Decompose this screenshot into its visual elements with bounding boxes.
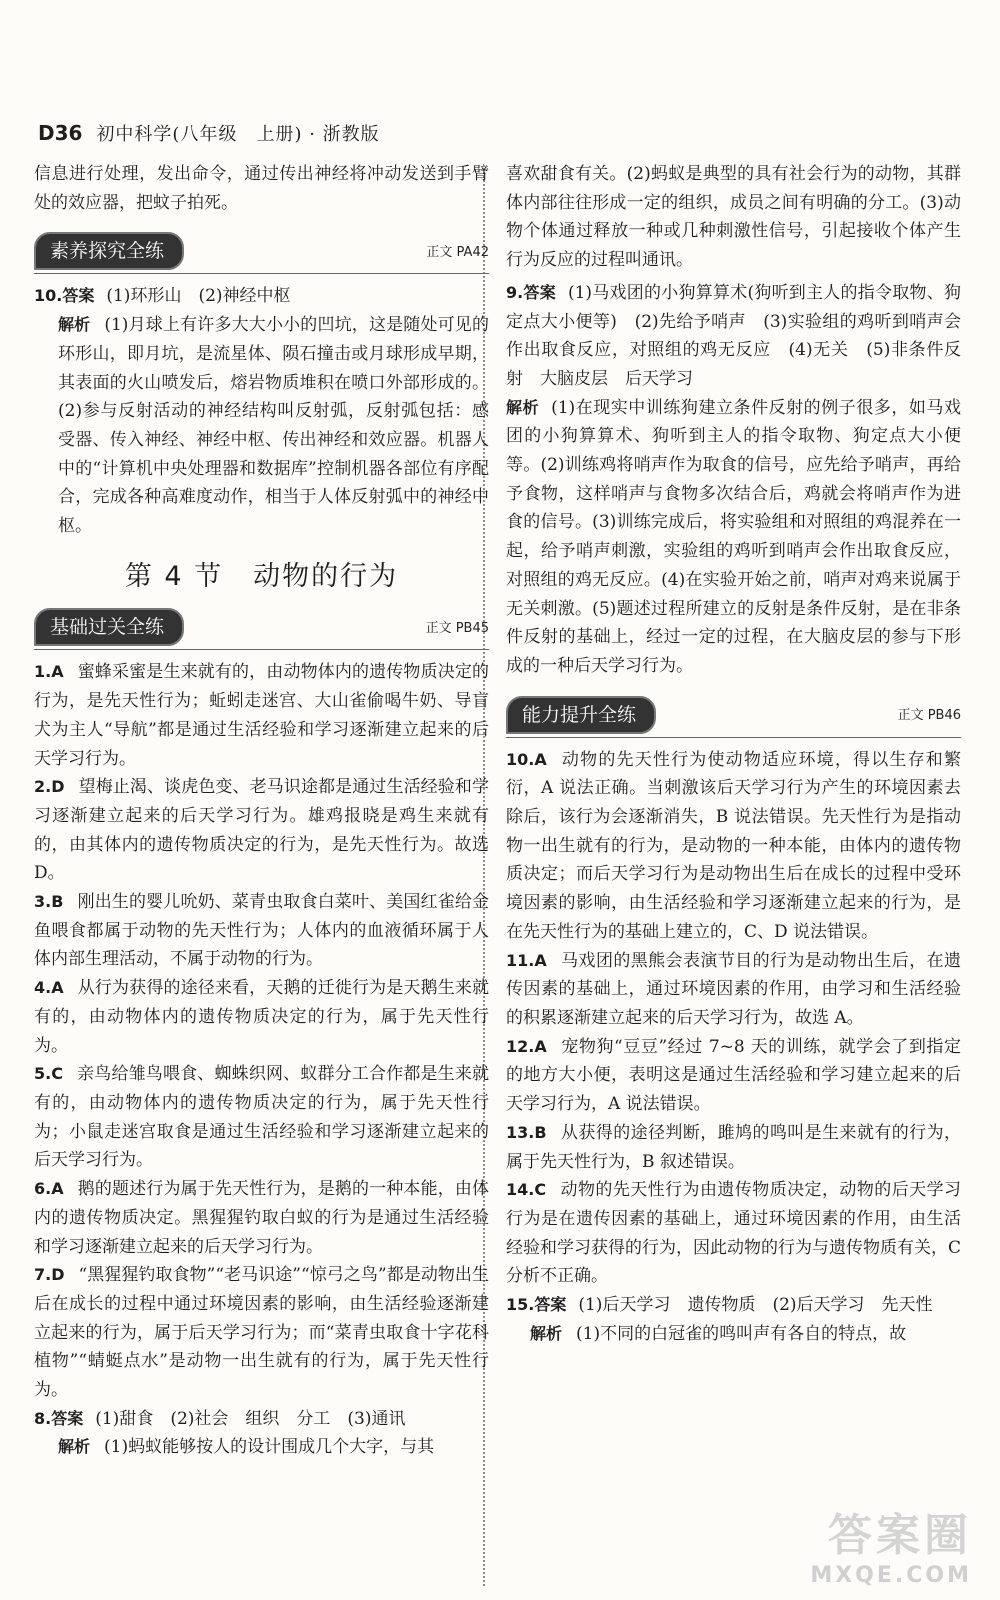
item-text: 亲鸟给雏鸟喂食、蜘蛛织网、蚁群分工合作都是生来就有的，由动物体内的遗传物质决定的行为，属于先天性行为；小鼠走迷宫取食是通过生活经验和学习逐渐建立起来的后天学习行为。 [34,1064,489,1171]
answer-tag: 答案 [51,1408,84,1428]
chapter-name: 动物的行为 [253,560,399,592]
section-page-ref: 正文 PB45 [425,620,489,636]
item-number: 7. [34,1265,52,1285]
item-text: 动物的先天性行为使动物适应环境，得以生存和繁衍，A 说法正确。当刺激该后天学习行为产生的环境因素去除后，该行为会逐渐消失，B 说法错误。先天性行为是指动物一出生就有的行为，是动物的一种本能，由体内的遗传物质决定；而后天学习行为是动物出生后在成长的过程中受环境因素的影响，由生活经验和学习逐渐建立起来的行为，是在先天性行为的基础上建立的，C、D 说法错误。 [506,749,961,942]
item-text: “黑猩猩钓取食物”“老马识途”“惊弓之鸟”都是动物出生后在成长的过程中通过环境因素的影响，由生活经验逐渐建立起来的行为，属于后天学习行为；而“菜青虫取食十字花科植物”“蜻蜓点水”是动物一出生就有的行为，属于先天性行为。 [34,1265,489,1401]
item-choice: D [51,777,65,797]
answer-item-12 [506,1033,961,1119]
item-choice: C [51,1064,63,1084]
item-text: 从行为获得的途径来看，天鹅的迁徙行为是天鹅生来就有的，由动物体内的遗传物质决定的行为，属于先天性行为。 [34,978,489,1056]
answer-text: (1)甜食 (2)社会 组织 分工 (3)通讯 [95,1408,406,1429]
item-number: 10. [34,286,63,306]
item-text: 望梅止渴、谈虎色变、老马识途都是通过生活经验和学习逐渐建立起来的后天学习行为。雄鸡报晓是鸡生来就有的，由其体内的遗传物质决定的行为，是先天性行为。故选 D。 [34,777,489,884]
answer-item-5 [34,1060,489,1175]
answer-tag: 答案 [62,286,95,306]
answer-text: (1)后天学习 遗传物质 (2)后天学习 先天性 [578,1295,933,1316]
item-number: 6. [34,1179,52,1199]
item-choice: B [51,892,64,912]
answer-item-13 [506,1119,961,1176]
answer-item-15 [506,1291,961,1348]
section-page-ref: 正文 PA42 [426,244,489,260]
watermark-text: 答案圈 [828,1510,972,1561]
item-text: 从获得的途径判断，雎鸠的鸣叫是生来就有的行为，属于先天性行为，B 叙述错误。 [506,1122,961,1172]
analysis-tag: 解析 [530,1323,563,1343]
answer-item-14 [506,1176,961,1291]
item-choice: B [534,1122,547,1142]
item-number: 2. [34,777,52,797]
item-number: 5. [34,1064,52,1084]
analysis-text: (1)月球上有许多大大小小的凹坑，这是随处可见的环形山，即月坑，是流星体、陨石撞击或月球形成早期，其表面的火山喷发后，熔岩物质堆积在喷口外部形成的。(2)参与反射活动的神经结构叫反射弧，反射弧包括：感受器、传入神经、神经中枢、传出神经和效应器。机器人中的“计算机中央处理器和数据库”控制机器各部位有序配合，完成各种高难度动作，相当于人体反射弧中的神经中枢。 [58,315,489,537]
item-text: 鹅的题述行为属于先天性行为，是鹅的一种本能，由体内的遗传物质决定。黑猩猩钓取白蚁的行为是通过生活经验和学习逐渐建立起来的后天学习行为。 [34,1179,489,1257]
item-choice: A [51,1179,64,1199]
item-number: 8. [34,1408,52,1428]
item-choice: A [51,978,64,998]
item-number: 11. [506,950,535,970]
item-text: 刚出生的婴儿吮奶、菜青虫取食白菜叶、美国红雀给金鱼喂食都属于动物的先天性行为；人体内的血液循环属于人体内部生理活动，不属于动物的行为。 [34,892,489,970]
analysis-tag: 解析 [58,1437,91,1457]
left-column [34,160,489,1462]
item-text: 蜜蜂采蜜是生来就有的，由动物体内的遗传物质决定的行为，是先天性行为；蚯蚓走迷宫、大山雀偷喝牛奶、导盲犬为主人“导航”都是通过生活经验和学习逐渐建立起来的后天学习行为。 [34,662,489,769]
item-choice: A [51,662,64,682]
answer-item-4 [34,974,489,1060]
section-header-suyang [34,229,489,274]
item-number: 15. [506,1295,535,1315]
item-choice: A [534,749,547,769]
item-number: 4. [34,978,52,998]
intro-text: 信息进行处理，发出命令，通过传出神经将冲动发送到手臂处的效应器，把蚊子拍死。 [34,164,489,213]
chapter-number: 第 4 节 [124,560,224,592]
chapter-title [34,560,489,592]
item-choice: C [534,1180,547,1200]
analysis-tag: 解析 [58,315,91,335]
answer-item-10b [506,746,961,947]
item-number: 10. [506,749,535,769]
answer-text: (1)马戏团的小狗算算术(狗听到主人的指令取物、狗定点大小便等) (2)先给予哨声 (3)实验组的鸡听到哨声会作出取食反应，对照组的鸡无反应 (4)无关 (5)非条件反射 大脑皮层 后天学习 [506,282,961,389]
page-header [38,120,380,146]
answer-item-7 [34,1261,489,1405]
page-code: D36 [38,121,83,145]
item-number: 3. [34,892,52,912]
answer-tag: 答案 [523,282,556,302]
section-page-ref: 正文 PB46 [897,707,961,723]
section-header-nengli [506,693,961,738]
answer-tag: 答案 [534,1295,567,1315]
section-header-jichu [34,605,489,650]
book-title: 初中科学(八年级 上册) · 浙教版 [96,124,380,145]
item-choice: A [534,950,547,970]
answer-item-2 [34,773,489,888]
item-text: 动物的先天性行为由遗传物质决定，动物的后天学习行为是在遗传因素的基础上，通过环境因素的作用，由生活经验和学习获得的行为，因此动物的行为与遗传物质有关，C 分析不正确。 [506,1180,962,1287]
item-number: 1. [34,662,52,682]
item-text: 马戏团的黑熊会表演节目的行为是动物出生后，在遗传因素的基础上，通过环境因素的作用，由学习和生活经验的积累逐渐建立起来的后天学习行为，故选 A。 [506,950,961,1028]
answer-text: (1)环形山 (2)神经中枢 [106,286,291,307]
item-choice: A [534,1036,547,1056]
right-column [506,160,961,1348]
analysis-text: (1)蚂蚁能够按人的设计围成几个大字，与其 [104,1437,435,1458]
answer-item-9 [506,279,961,681]
watermark-url: MXQE.COM [810,1563,972,1588]
item-number: 14. [506,1180,535,1200]
section-label: 素养探究全练 [34,232,184,270]
answer-8-continued: 喜欢甜食有关。(2)蚂蚁是典型的具有社会行为的动物，其群体内部往往形成一定的组织，成员之间有明确的分工。(3)动物个体通过释放一种或几种刺激性信号，引起接收个体产生行为反应的过程叫通讯。 [506,164,961,271]
item-text: 宠物狗“豆豆”经过 7~8 天的训练，就学会了到指定的地方大小便，表明这是通过生活经验和学习建立起来的后天学习行为，A 说法错误。 [506,1036,961,1115]
analysis-text: (1)在现实中训练狗建立条件反射的例子很多，如马戏团的小狗算算术、狗听到主人的指令取物、狗定点大小便等。(2)训练鸡将哨声作为取食的信号，应先给予哨声，再给予食物，这样哨声与食物多次结合后，鸡就会将哨声作为进食的信号。(3)训练完成后，将实验组和对照组的鸡混养在一起，给予哨声刺激，实验组的鸡听到哨声会作出取食反应，对照组的鸡无反应。(4)在实验开始之前，哨声对鸡来说属于无关刺激。(5)题述过程所建立的反射是条件反射，是在非条件反射的基础上，经过一定的过程，在大脑皮层的参与下形成的一种后天学习行为。 [506,397,961,676]
answer-item-11 [506,947,961,1033]
watermark-logo [810,1499,972,1588]
item-number: 13. [506,1122,535,1142]
answer-item-3 [34,888,489,974]
section-label: 能力提升全练 [506,696,656,734]
analysis-text: (1)不同的白冠雀的鸣叫声有各自的特点，故 [576,1323,907,1344]
answer-item-8 [34,1405,489,1462]
item-number: 12. [506,1036,535,1056]
item-choice: D [51,1265,65,1285]
answer-item-6 [34,1175,489,1261]
item-number: 9. [506,282,524,302]
answer-item-10 [34,282,489,540]
section-label: 基础过关全练 [34,608,184,646]
answer-item-1 [34,658,489,773]
analysis-tag: 解析 [506,397,540,417]
